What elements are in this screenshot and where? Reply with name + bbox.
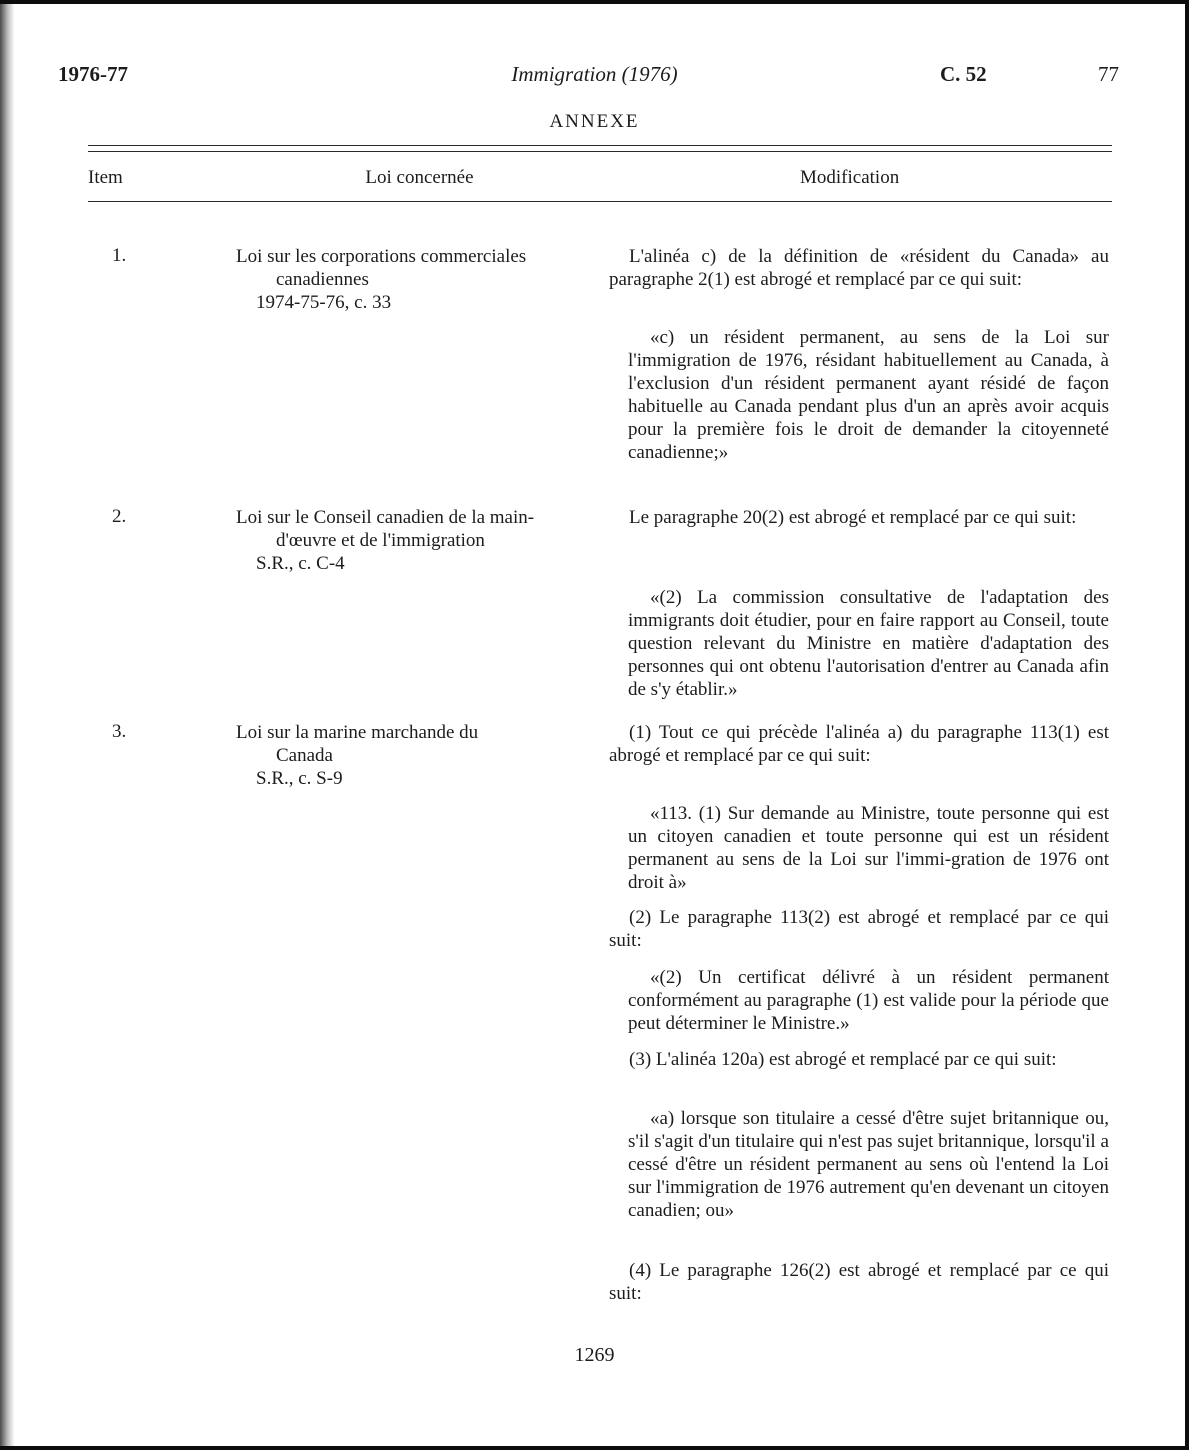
act-line: Loi sur les corporations commerciales [236, 246, 527, 267]
modification-text [609, 906, 1109, 952]
amendment-instruction: (4) Le paragraphe 126(2) est abrogé et remplacé par ce qui suit: [609, 1260, 1109, 1304]
act-citation: S.R., c. C-4 [256, 553, 345, 574]
quoted-text: «(2) Un certificat délivré à un résident permanent conformément au paragraphe (1) est valide pour la période que peut déterminer le Ministre.» [628, 967, 1109, 1034]
amendment-instruction: Le paragraphe 20(2) est abrogé et remplacé par ce qui suit: [629, 507, 1077, 528]
modification-text [609, 245, 1109, 291]
act-citation: S.R., c. S-9 [256, 768, 343, 789]
table-top-rule [88, 145, 1112, 146]
amendment-instruction: (2) Le paragraphe 113(2) est abrogé et remplacé par ce qui suit: [609, 907, 1109, 951]
modification-text [609, 1048, 1109, 1071]
act-name [236, 245, 576, 314]
quoted-text: «c) un résident permanent, au sens de la Loi sur l'immigration de 1976, résidant habituellement au Canada, à l'exclusion d'un résident permanent ayant résidé de façon habituelle au Canada pendant plus d'un an après avoir acquis pour la première fois le droit de demander la citoyenneté canadienne;» [628, 327, 1109, 463]
amendment-instruction: L'alinéa c) de la définition de «résident du Canada» au paragraphe 2(1) est abrogé et remplacé par ce qui suit: [609, 246, 1109, 290]
act-line: Canada [276, 745, 333, 766]
annex-title: ANNEXE [549, 111, 640, 132]
amendment-instruction: (3) L'alinéa 120a) est abrogé et remplacé par ce qui suit: [629, 1049, 1057, 1070]
amendment-quote [628, 326, 1109, 464]
column-header-act-wrap [0, 167, 1189, 189]
amendment-instruction: (1) Tout ce qui précède l'alinéa a) du paragraphe 113(1) est abrogé et remplacé par ce qui suit: [609, 722, 1109, 766]
table-header-rule [88, 201, 1112, 202]
act-line: Loi sur la marine marchande du [236, 722, 479, 743]
act-line: Loi sur le Conseil canadien de la main- [236, 507, 535, 528]
act-line: d'œuvre et de l'immigration [276, 530, 485, 551]
amendment-quote [628, 802, 1109, 894]
amendment-quote [628, 586, 1109, 701]
column-header-act: Loi concernée [365, 167, 474, 188]
quoted-text: «(2) La commission consultative de l'adaptation des immigrants doit étudier, pour en faire rapport au Conseil, toute question relevant du Ministre en matière d'adaptation des personnes qui ont obtenu l'autorisation d'entrer au Canada afin de s'y établir.» [628, 587, 1109, 700]
header-years: 1976-77 [58, 62, 128, 86]
act-citation: 1974-75-76, c. 33 [256, 292, 392, 313]
modification-text [609, 721, 1109, 767]
item-number: 3. [112, 721, 127, 742]
column-header-item: Item [88, 167, 123, 188]
header-page-number: 77 [1098, 62, 1119, 86]
table-top-rule-2 [88, 151, 1112, 152]
amendment-quote [628, 1107, 1109, 1222]
act-name [236, 721, 576, 790]
item-number: 2. [112, 506, 127, 527]
amendment-quote [628, 966, 1109, 1035]
footer-page-number: 1269 [574, 1344, 615, 1366]
quoted-text: «a) lorsque son titulaire a cessé d'être sujet britannique ou, s'il s'agit d'un titulaire qui n'est pas sujet britannique, lorsqu'il a cessé d'être un résident permanent au sens où l'entend la Loi sur l'immigration de 1976 autrement qu'en devenant un citoyen canadien; ou» [628, 1108, 1109, 1221]
quoted-text: «113. (1) Sur demande au Ministre, toute personne qui est un citoyen canadien et toute personne qui est un résident permanent au sens de la Loi sur l'immi-gration de 1976 ont droit à» [628, 803, 1109, 893]
column-header-modification: Modification [800, 167, 900, 188]
act-line: canadiennes [276, 269, 369, 290]
header-chapter: C. 52 [940, 62, 987, 86]
act-name [236, 506, 576, 575]
modification-text [609, 1259, 1109, 1305]
modification-text [609, 506, 1109, 529]
header-title: Immigration (1976) [511, 62, 678, 86]
item-number: 1. [112, 245, 127, 266]
